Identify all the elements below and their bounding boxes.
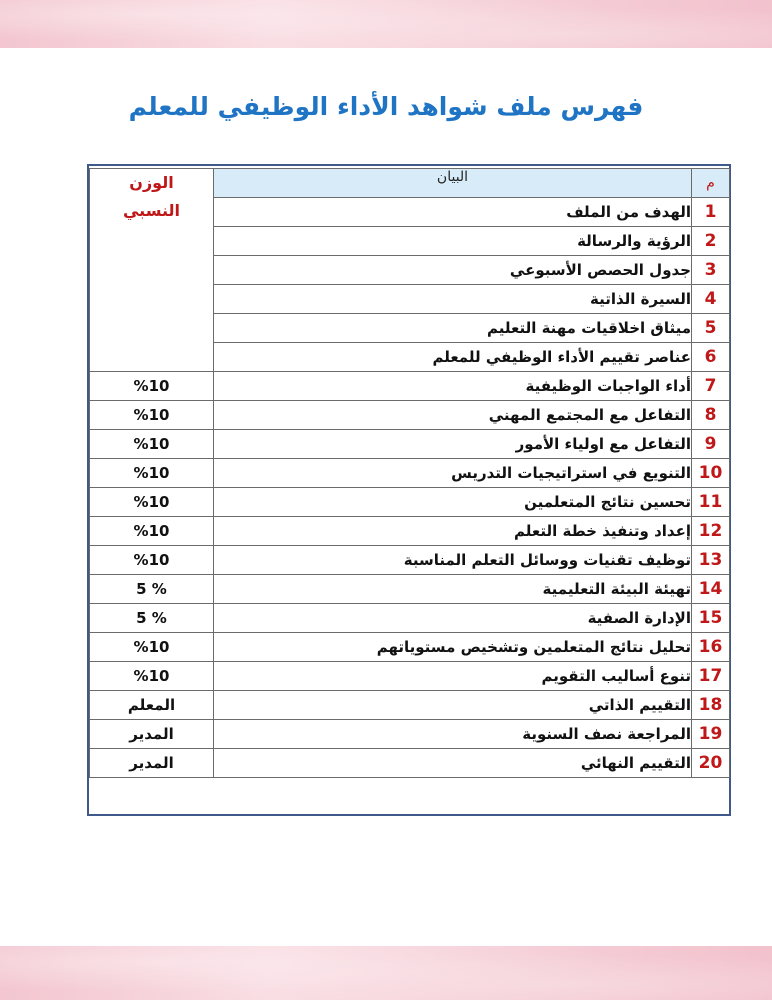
top-decorative-band — [0, 0, 772, 48]
row-number: 12 — [692, 517, 730, 546]
bottom-decorative-band — [0, 946, 772, 1000]
row-number: 14 — [692, 575, 730, 604]
row-description: تهيئة البيئة التعليمية — [214, 575, 692, 604]
row-description: الإدارة الصفية — [214, 604, 692, 633]
row-number: 6 — [692, 343, 730, 372]
index-table-frame — [87, 164, 731, 816]
table-row — [90, 430, 730, 459]
row-description: توظيف تقنيات ووسائل التعلم المناسبة — [214, 546, 692, 575]
row-description: التقييم الذاتي — [214, 691, 692, 720]
row-number: 11 — [692, 488, 730, 517]
table-row — [90, 459, 730, 488]
header-weight-line-2: النسبي — [122, 201, 181, 220]
row-description: الهدف من الملف — [214, 198, 692, 227]
row-description: تحليل نتائج المتعلمين وتشخيص مستوياتهم — [214, 633, 692, 662]
row-number: 20 — [692, 749, 730, 778]
row-weight: %10 — [90, 401, 214, 430]
header-number: م — [692, 169, 730, 198]
row-weight: المعلم — [90, 691, 214, 720]
table-header-row — [90, 169, 730, 198]
row-number: 13 — [692, 546, 730, 575]
row-weight: %10 — [90, 488, 214, 517]
table-row — [90, 488, 730, 517]
row-weight: % 5 — [90, 604, 214, 633]
table-row — [90, 604, 730, 633]
row-number: 18 — [692, 691, 730, 720]
page-title: فهرس ملف شواهد الأداء الوظيفي للمعلم — [128, 92, 644, 121]
table-row — [90, 546, 730, 575]
row-description: عناصر تقييم الأداء الوظيفي للمعلم — [214, 343, 692, 372]
row-weight: %10 — [90, 662, 214, 691]
row-weight: %10 — [90, 633, 214, 662]
row-description: السيرة الذاتية — [214, 285, 692, 314]
row-weight: %10 — [90, 517, 214, 546]
table-row — [90, 401, 730, 430]
row-description: التقييم النهائي — [214, 749, 692, 778]
row-description: ميثاق اخلاقيات مهنة التعليم — [214, 314, 692, 343]
row-weight: %10 — [90, 372, 214, 401]
row-number: 17 — [692, 662, 730, 691]
row-weight: %10 — [90, 430, 214, 459]
table-row — [90, 662, 730, 691]
row-description: المراجعة نصف السنوية — [214, 720, 692, 749]
row-number: 15 — [692, 604, 730, 633]
row-number: 2 — [692, 227, 730, 256]
row-number: 5 — [692, 314, 730, 343]
row-number: 8 — [692, 401, 730, 430]
row-number: 16 — [692, 633, 730, 662]
table-row — [90, 720, 730, 749]
row-number: 4 — [692, 285, 730, 314]
row-description: التفاعل مع المجتمع المهني — [214, 401, 692, 430]
row-number: 19 — [692, 720, 730, 749]
row-description: أداء الواجبات الوظيفية — [214, 372, 692, 401]
table-row — [90, 575, 730, 604]
row-description: التفاعل مع اولياء الأمور — [214, 430, 692, 459]
row-number: 9 — [692, 430, 730, 459]
row-description: تنوع أساليب التقويم — [214, 662, 692, 691]
header-relative-weight — [90, 169, 214, 372]
row-number: 10 — [692, 459, 730, 488]
table-row — [90, 749, 730, 778]
row-number: 1 — [692, 198, 730, 227]
header-weight-line-1: الوزن — [129, 173, 174, 192]
row-weight: المدير — [90, 749, 214, 778]
table-row — [90, 372, 730, 401]
row-number: 3 — [692, 256, 730, 285]
row-description: التنويع في استراتيجيات التدريس — [214, 459, 692, 488]
row-description: تحسين نتائج المتعلمين — [214, 488, 692, 517]
row-weight: % 5 — [90, 575, 214, 604]
header-description: البيان — [214, 169, 692, 198]
table-row — [90, 517, 730, 546]
table-row — [90, 633, 730, 662]
row-weight: المدير — [90, 720, 214, 749]
row-weight: %10 — [90, 459, 214, 488]
row-description: الرؤية والرسالة — [214, 227, 692, 256]
table-row — [90, 691, 730, 720]
index-table — [89, 168, 730, 778]
row-description: جدول الحصص الأسبوعي — [214, 256, 692, 285]
row-weight: %10 — [90, 546, 214, 575]
row-description: إعداد وتنفيذ خطة التعلم — [214, 517, 692, 546]
row-number: 7 — [692, 372, 730, 401]
